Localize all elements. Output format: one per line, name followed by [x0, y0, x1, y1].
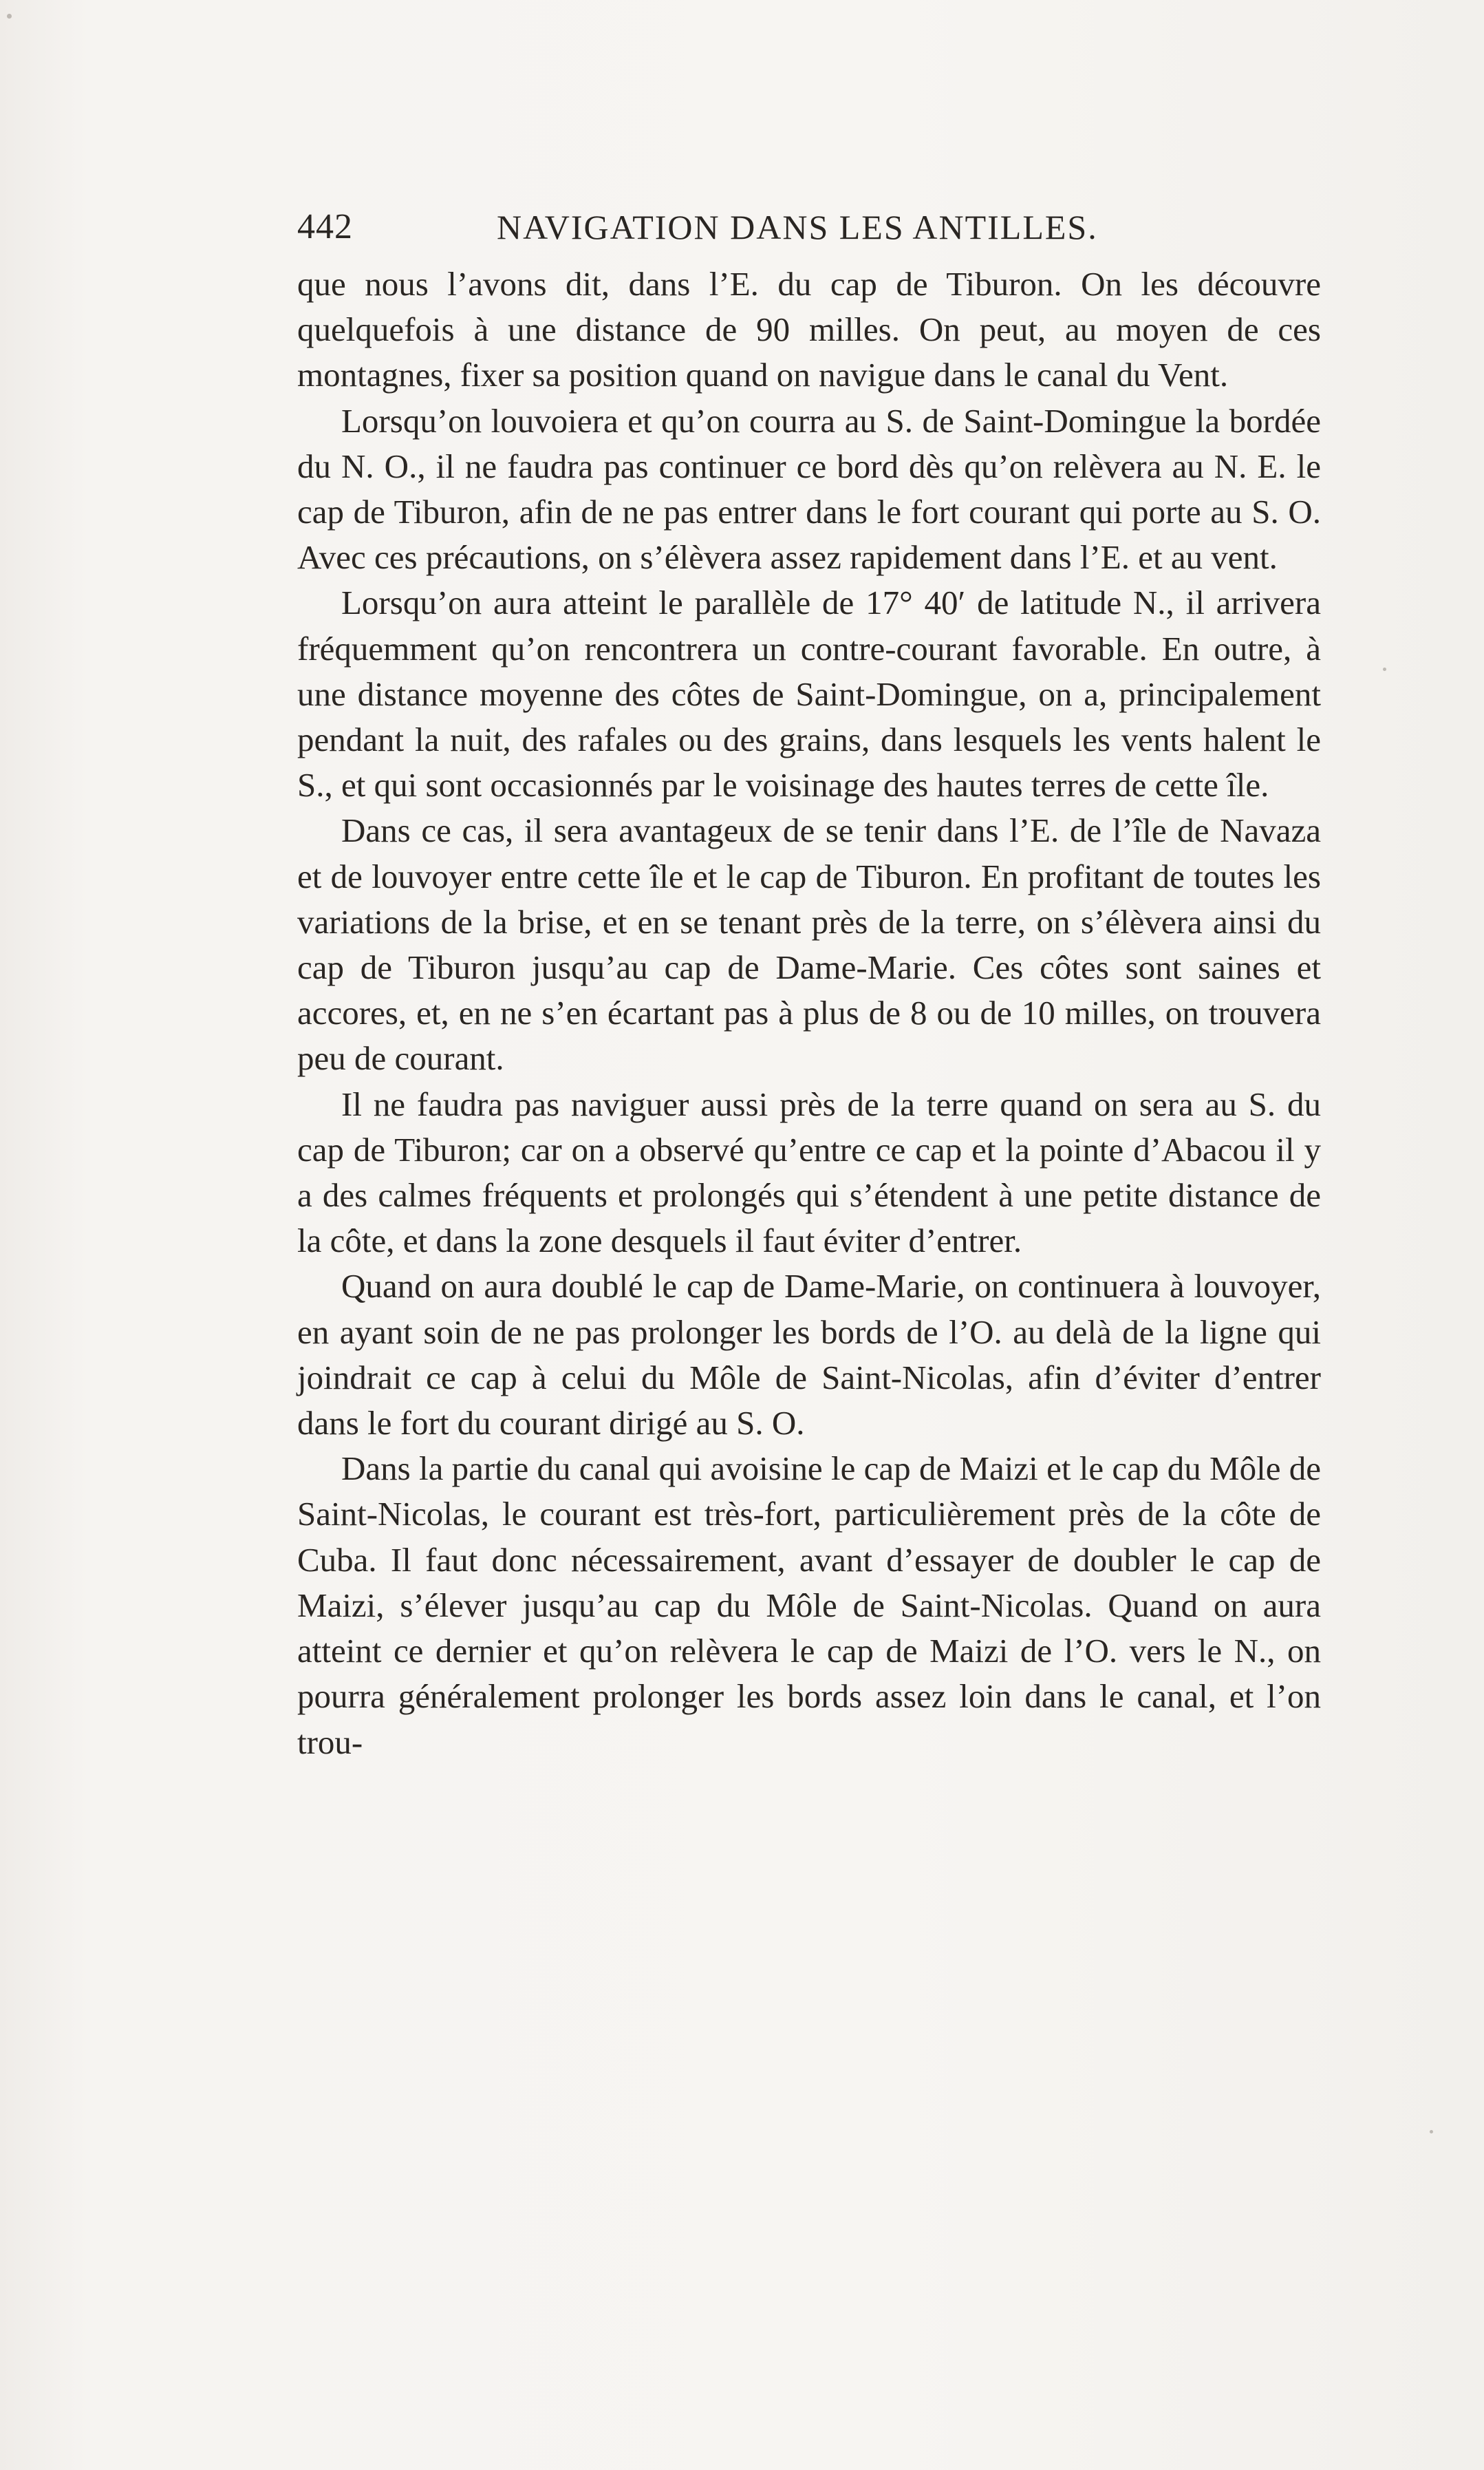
paragraph-continuation: que nous l’avons dit, dans l’E. du cap de Tiburon. On les découvre quelquefois à une distance de 90 milles. On peut, au moyen de ces montagnes, fixer sa position quand on navigue dans le canal du Vent.	[297, 265, 1321, 394]
paper-speck	[1383, 668, 1386, 671]
paragraph: Dans ce cas, il sera avantageux de se tenir dans l’E. de l’île de Navaza et de louvoyer entre cette île et le cap de Tiburon. En profitant de toutes les variations de la brise, et en se tenant près de la terre, on s’élèvera ainsi du cap de Tiburon jusqu’au cap de Dame-Marie. Ces côtes sont saines et accores, et, en ne s’en écartant pas à plus de 8 ou de 10 milles, on trouvera peu de courant.	[297, 811, 1321, 1078]
paper-speck	[1430, 2130, 1433, 2133]
running-title: NAVIGATION DANS LES ANTILLES.	[497, 208, 1098, 246]
page-number: 442	[297, 207, 353, 246]
paragraph: Quand on aura doublé le cap de Dame-Marie, on continuera à louvoyer, en ayant soin de ne pas prolonger les bords de l’O. au delà de la ligne qui joindrait ce cap à celui du Môle de Saint-Nicolas, afin d’éviter d’entrer dans le fort du courant dirigé au S. O.	[297, 1267, 1321, 1442]
paragraph: Lorsqu’on aura atteint le parallèle de 17° 40′ de latitude N., il arrivera fréquemment qu’on rencontrera un contre-courant favorable. En outre, à une distance moyenne des côtes de Saint-Domingue, on a, principalement pendant la nuit, des rafales ou des grains, dans lesquels les vents halent le S., et qui sont occasionnés par le voisinage des hautes terres de cette île.	[297, 584, 1321, 805]
page-header	[297, 200, 1123, 255]
paragraph: Lorsqu’on louvoiera et qu’on courra au S. de Saint-Domingue la bordée du N. O., il ne faudra pas continuer ce bord dès qu’on relèvera au N. E. le cap de Tiburon, afin de ne pas entrer dans le fort courant qui porte au S. O. Avec ces précautions, on s’élèvera assez rapidement dans l’E. et au vent.	[297, 401, 1321, 577]
paper-speck	[7, 14, 12, 19]
paragraph: Dans la partie du canal qui avoisine le cap de Maizi et le cap du Môle de Saint-Nicolas, le courant est très-fort, particulièrement près de la côte de Cuba. Il faut donc nécessairement, avant d’essayer de doubler le cap de Maizi, s’élever jusqu’au cap du Môle de Saint-Nicolas. Quand on aura atteint ce dernier et qu’on relèvera le cap de Maizi de l’O. vers le N., on pourra généralement prolonger les bords assez loin dans le canal, et l’on trou-	[297, 1449, 1321, 1761]
paragraph: Il ne faudra pas naviguer aussi près de la terre quand on sera au S. du cap de Tiburon; car on a observé qu’entre ce cap et la pointe d’Abacou il y a des calmes fréquents et prolongés qui s’étendent à une petite distance de la côte, et dans la zone desquels il faut éviter d’entrer.	[297, 1085, 1321, 1260]
body-text	[297, 262, 1321, 1765]
